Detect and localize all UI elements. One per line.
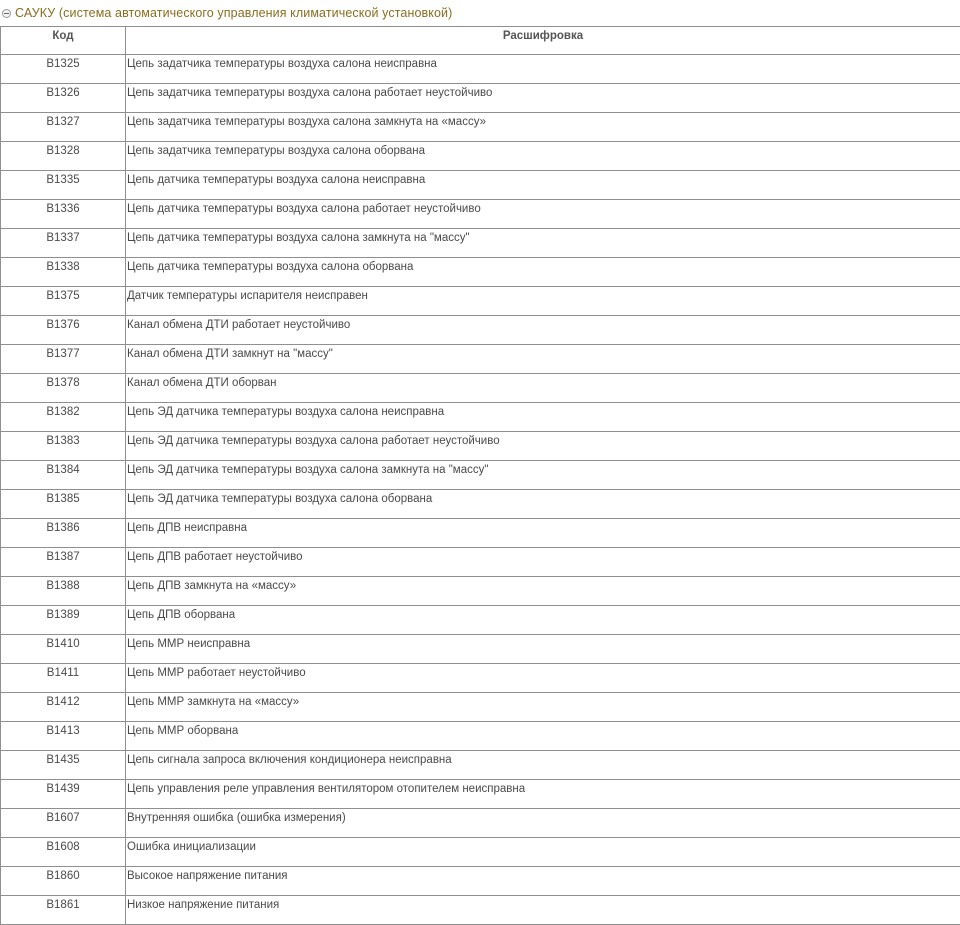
- table-row: [1, 606, 960, 635]
- error-code-cell: B1383: [1, 432, 126, 461]
- table-row: [1, 780, 960, 809]
- error-code-cell: B1435: [1, 751, 126, 780]
- table-row: [1, 345, 960, 374]
- error-description-cell: Цепь ДПВ замкнута на «массу»: [126, 577, 960, 606]
- error-code-cell: B1386: [1, 519, 126, 548]
- error-description-cell: Цепь задатчика температуры воздуха салона оборвана: [126, 142, 960, 171]
- error-code-cell: B1385: [1, 490, 126, 519]
- table-row: [1, 171, 960, 200]
- table-row: [1, 664, 960, 693]
- error-description-cell: Высокое напряжение питания: [126, 867, 960, 896]
- error-description-cell: Цепь ММР замкнута на «массу»: [126, 693, 960, 722]
- table-row: [1, 693, 960, 722]
- error-description-cell: Цепь ММР неисправна: [126, 635, 960, 664]
- error-description-cell: Цепь управления реле управления вентилятором отопителем неисправна: [126, 780, 960, 809]
- error-code-cell: B1382: [1, 403, 126, 432]
- error-description-cell: Канал обмена ДТИ замкнут на "массу": [126, 345, 960, 374]
- error-description-cell: Цепь задатчика температуры воздуха салона неисправна: [126, 55, 960, 84]
- error-description-cell: Цепь датчика температуры воздуха салона оборвана: [126, 258, 960, 287]
- table-row: [1, 867, 960, 896]
- error-description-cell: Цепь ДПВ оборвана: [126, 606, 960, 635]
- error-description-cell: Цепь ДПВ неисправна: [126, 519, 960, 548]
- table-row: [1, 635, 960, 664]
- error-code-cell: B1860: [1, 867, 126, 896]
- error-code-cell: B1861: [1, 896, 126, 925]
- table-row: [1, 403, 960, 432]
- error-description-cell: Цепь ММР работает неустойчиво: [126, 664, 960, 693]
- error-description-cell: Цепь задатчика температуры воздуха салона работает неустойчиво: [126, 84, 960, 113]
- error-code-cell: B1336: [1, 200, 126, 229]
- table-row: [1, 200, 960, 229]
- table-body: [1, 55, 960, 925]
- error-code-cell: B1327: [1, 113, 126, 142]
- table-row: [1, 258, 960, 287]
- error-description-cell: Канал обмена ДТИ оборван: [126, 374, 960, 403]
- table-row: [1, 896, 960, 925]
- table-row: [1, 55, 960, 84]
- table-row: [1, 113, 960, 142]
- error-description-cell: Ошибка инициализации: [126, 838, 960, 867]
- error-description-cell: Цепь датчика температуры воздуха салона неисправна: [126, 171, 960, 200]
- error-code-cell: B1376: [1, 316, 126, 345]
- error-code-cell: B1325: [1, 55, 126, 84]
- error-description-cell: Цепь ЭД датчика температуры воздуха салона неисправна: [126, 403, 960, 432]
- table-row: [1, 809, 960, 838]
- table-row: [1, 577, 960, 606]
- error-description-cell: Внутренняя ошибка (ошибка измерения): [126, 809, 960, 838]
- error-description-cell: Цепь ММР оборвана: [126, 722, 960, 751]
- table-row: [1, 229, 960, 258]
- collapse-minus-icon[interactable]: [2, 9, 11, 18]
- error-description-cell: Канал обмена ДТИ работает неустойчиво: [126, 316, 960, 345]
- error-code-cell: B1338: [1, 258, 126, 287]
- error-code-cell: B1412: [1, 693, 126, 722]
- error-code-cell: B1337: [1, 229, 126, 258]
- error-code-cell: B1328: [1, 142, 126, 171]
- table-row: [1, 287, 960, 316]
- table-row: [1, 84, 960, 113]
- table-header-row: [1, 27, 960, 55]
- error-codes-table: [0, 26, 960, 925]
- error-code-cell: B1389: [1, 606, 126, 635]
- error-description-cell: Цепь ЭД датчика температуры воздуха салона работает неустойчиво: [126, 432, 960, 461]
- error-code-cell: B1326: [1, 84, 126, 113]
- error-code-cell: B1384: [1, 461, 126, 490]
- table-row: [1, 142, 960, 171]
- error-code-cell: B1410: [1, 635, 126, 664]
- section-title[interactable]: САУКУ (система автоматического управления климатической установкой): [15, 6, 452, 20]
- error-code-cell: B1388: [1, 577, 126, 606]
- error-description-cell: Датчик температуры испарителя неисправен: [126, 287, 960, 316]
- error-description-cell: Цепь ДПВ работает неустойчиво: [126, 548, 960, 577]
- error-code-cell: B1335: [1, 171, 126, 200]
- error-description-cell: Цепь сигнала запроса включения кондиционера неисправна: [126, 751, 960, 780]
- error-description-cell: Цепь задатчика температуры воздуха салона замкнута на «массу»: [126, 113, 960, 142]
- table-row: [1, 751, 960, 780]
- error-description-cell: Цепь ЭД датчика температуры воздуха салона оборвана: [126, 490, 960, 519]
- table-row: [1, 722, 960, 751]
- table-row: [1, 461, 960, 490]
- error-code-cell: B1608: [1, 838, 126, 867]
- error-code-cell: B1377: [1, 345, 126, 374]
- table-row: [1, 519, 960, 548]
- table-row: [1, 374, 960, 403]
- error-description-cell: Цепь датчика температуры воздуха салона работает неустойчиво: [126, 200, 960, 229]
- error-code-cell: B1375: [1, 287, 126, 316]
- table-row: [1, 432, 960, 461]
- error-description-cell: Низкое напряжение питания: [126, 896, 960, 925]
- error-code-cell: B1378: [1, 374, 126, 403]
- error-code-cell: B1607: [1, 809, 126, 838]
- section-header[interactable]: [0, 0, 960, 26]
- error-code-cell: B1413: [1, 722, 126, 751]
- error-code-cell: B1439: [1, 780, 126, 809]
- table-row: [1, 548, 960, 577]
- column-header-description: Расшифровка: [126, 27, 960, 55]
- error-description-cell: Цепь датчика температуры воздуха салона замкнута на "массу": [126, 229, 960, 258]
- error-description-cell: Цепь ЭД датчика температуры воздуха салона замкнута на "массу": [126, 461, 960, 490]
- table-row: [1, 316, 960, 345]
- table-row: [1, 838, 960, 867]
- table-row: [1, 490, 960, 519]
- error-code-cell: B1387: [1, 548, 126, 577]
- column-header-code: Код: [1, 27, 126, 55]
- error-code-cell: B1411: [1, 664, 126, 693]
